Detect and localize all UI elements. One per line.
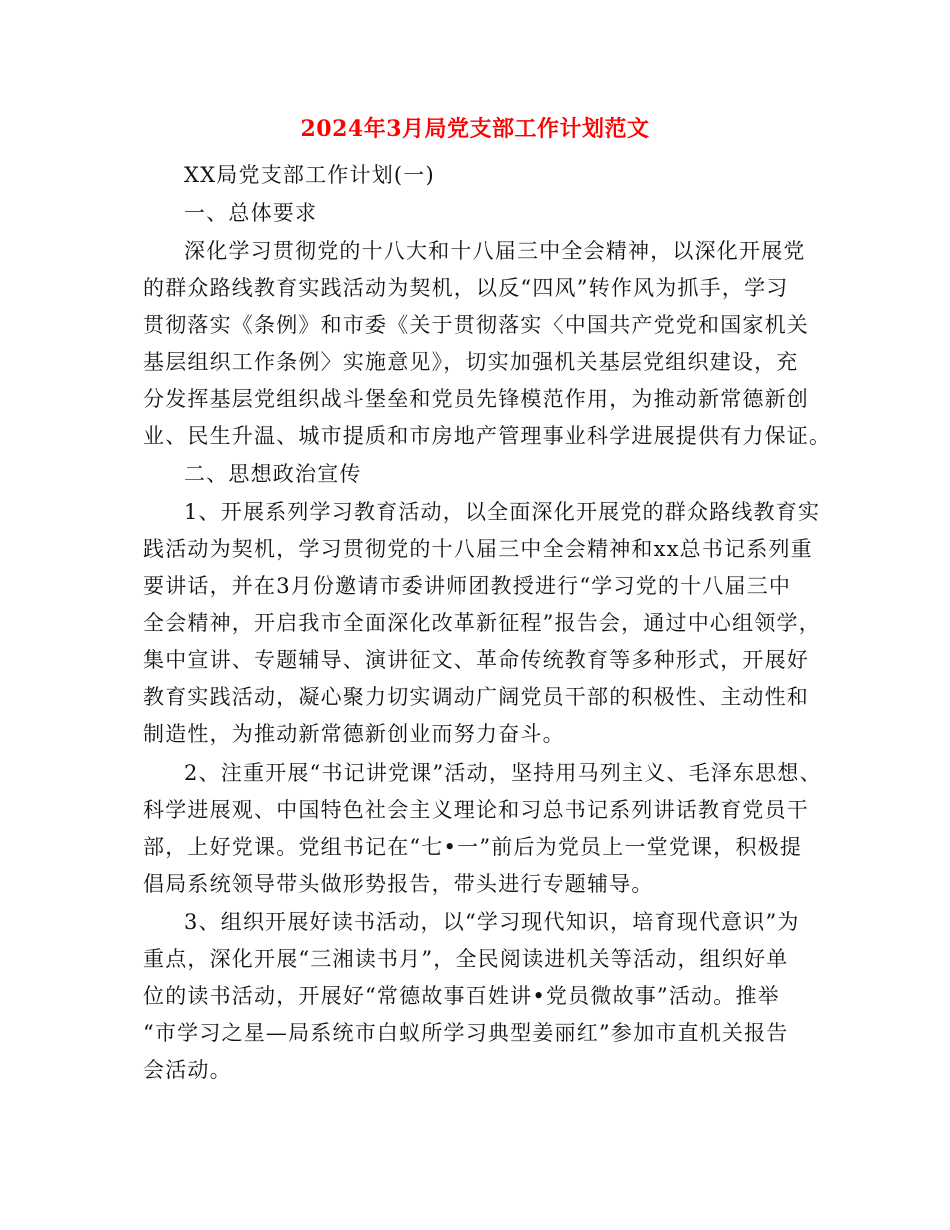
paragraph-line: 基层组织工作条例〉实施意见》，切实加强机关基层党组织建设，充 [143, 350, 799, 374]
paragraph-line: 会活动。 [143, 1058, 232, 1082]
paragraph-line: 分发挥基层党组织战斗堡垒和党员先锋模范作用，为推动新常德新创 [143, 387, 809, 411]
paragraph-line: 3、组织开展好读书活动，以“学习现代知识，培育现代意识”为 [184, 910, 800, 934]
paragraph-line: 制造性，为推动新常德新创业而努力奋斗。 [143, 722, 565, 746]
paragraph-line: 践活动为契机，学习贯彻党的十八届三中全会精神和xx总书记系列重 [143, 537, 813, 561]
paragraph-line: 全会精神，开启我市全面深化改革新征程”报告会，通过中心组领学， [143, 611, 821, 635]
paragraph-line: 科学进展观、中国特色社会主义理论和习总书记系列讲话教育党员干 [143, 798, 809, 822]
paragraph-line: 要讲话，并在3月份邀请市委讲师团教授进行“学习党的十八届三中 [143, 574, 792, 598]
paragraph-line: 集中宣讲、专题辅导、演讲征文、革命传统教育等多种形式，开展好 [143, 648, 809, 672]
paragraph-line: 深化学习贯彻党的十八大和十八届三中全会精神，以深化开展党 [184, 239, 806, 263]
section-heading: 二、思想政治宣传 [184, 462, 362, 486]
document-title: 2024年3月局党支部工作计划范文 [300, 116, 650, 142]
section-heading: XX局党支部工作计划(一) [184, 163, 435, 187]
paragraph-line: 位的读书活动，开展好“常德故事百姓讲•党员微故事”活动。推举 [143, 984, 780, 1008]
paragraph-line: 重点，深化开展“三湘读书月”，全民阅读进机关等活动，组织好单 [143, 947, 789, 971]
paragraph-line: 业、民生升温、城市提质和市房地产管理事业科学进展提供有力保证。 [143, 424, 832, 448]
paragraph-line: “市学习之星—局系统市白蚁所学习典型姜丽红”参加市直机关报告 [143, 1021, 789, 1045]
paragraph-line: 教育实践活动，凝心聚力切实调动广阔党员干部的积极性、主动性和 [143, 685, 809, 709]
paragraph-line: 倡局系统领导带头做形势报告，带头进行专题辅导。 [143, 872, 654, 896]
paragraph-line: 部，上好党课。党组书记在“七•一”前后为党员上一堂党课，积极提 [143, 835, 803, 859]
paragraph-line: 的群众路线教育实践活动为契机，以反“四风”转作风为抓手，学习 [143, 276, 789, 300]
paragraph-line: 2、注重开展“书记讲党课”活动，坚持用马列主义、毛泽东思想、 [184, 761, 822, 785]
section-heading: 一、总体要求 [184, 201, 318, 225]
paragraph-line: 1、开展系列学习教育活动，以全面深化开展党的群众路线教育实 [184, 500, 821, 524]
paragraph-line: 贯彻落实《条例》和市委《关于贯彻落实〈中国共产党党和国家机关 [143, 313, 809, 337]
